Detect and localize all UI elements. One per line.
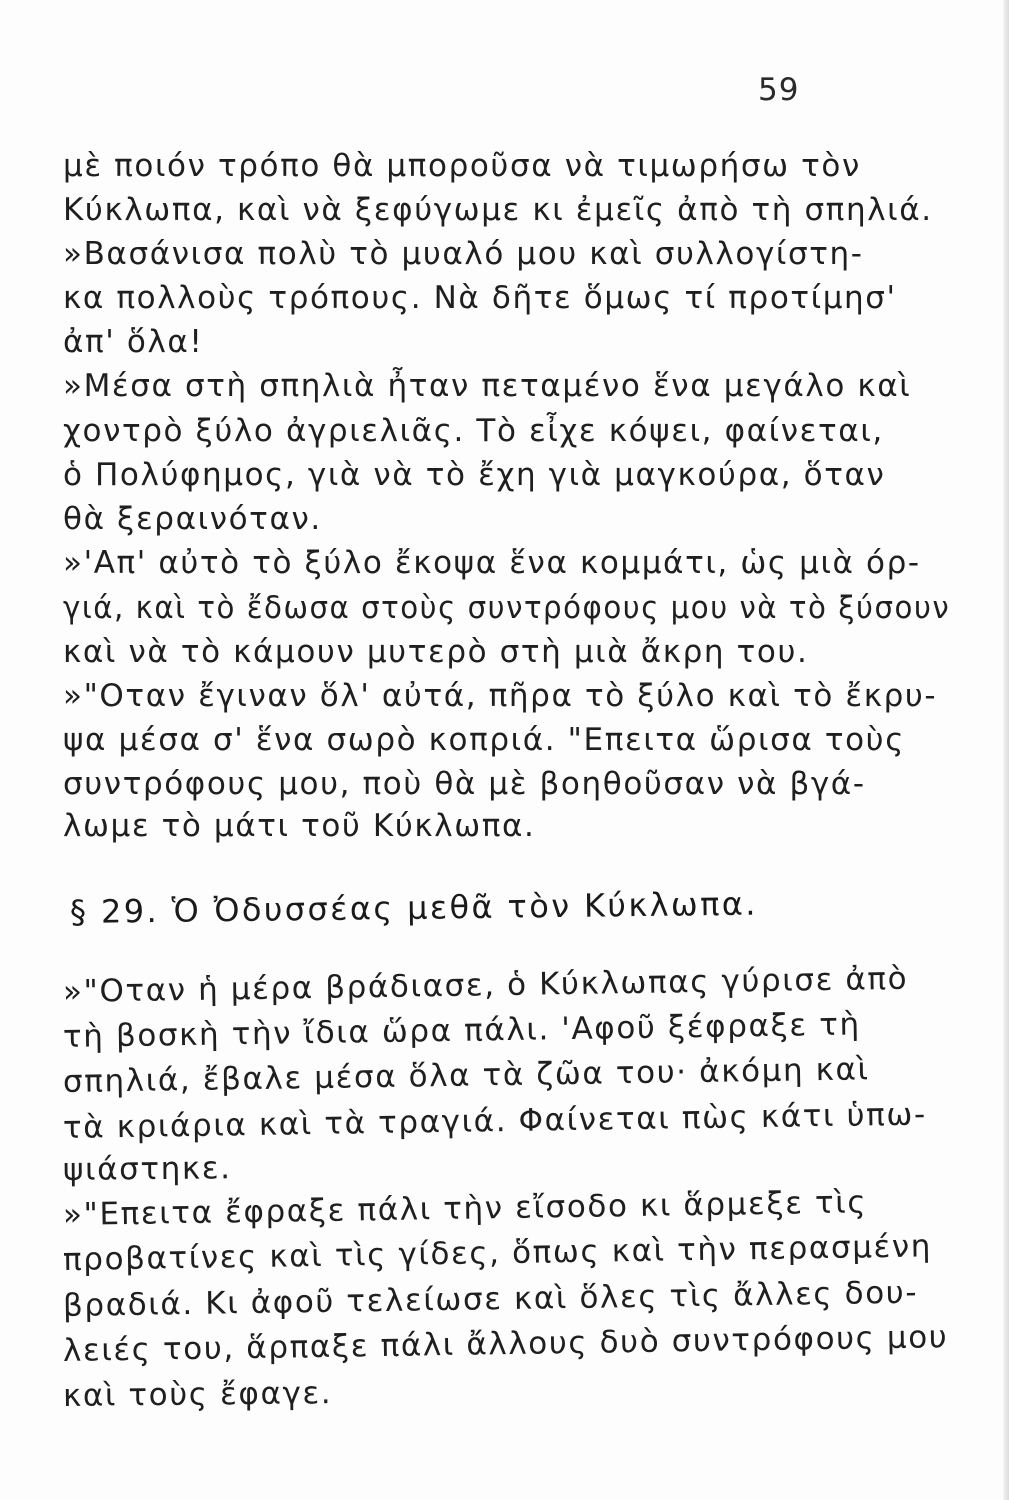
- text-line: κα πολλοὺς τρόπους. Νὰ δῆτε ὅμως τί προτίμησ': [63, 280, 897, 316]
- text-line: »'Απ' αὐτὸ τὸ ξύλο ἔκοψα ἕνα κομμάτι, ὡς μιὰ όρ-: [63, 545, 921, 581]
- text-line: τὴ βοσκὴ τὴν ἴδια ὥρα πάλι. 'Αφοῦ ξέφραξε τὴ: [62, 1006, 861, 1055]
- text-line: βραδιά. Κι ἀφοῦ τελείωσε καὶ ὅλες τὶς ἄλλες δου-: [62, 1274, 919, 1324]
- text-line: ἀπ' ὅλα!: [63, 324, 204, 360]
- section-heading: § 29. Ὁ Ὀδυσσέας μεθᾶ τὸν Κύκλωπα.: [69, 884, 759, 931]
- text-line: »"Οταν ἡ μέρα βράδιασε, ὁ Κύκλωπας γύρισε ἀπὸ: [62, 960, 909, 1010]
- text-line: Κύκλωπα, καὶ νὰ ξεφύγωμε κι ἐμεῖς ἀπὸ τὴ σπηλιά.: [63, 192, 933, 228]
- text-line: μὲ ποιόν τρόπο θὰ μποροῦσα νὰ τιμωρήσω τὸν: [63, 148, 861, 184]
- text-line: προβατίνες καὶ τὶς γίδες, ὅπως καὶ τὴν περασμένη: [62, 1228, 933, 1278]
- text-line: σπηλιά, ἔβαλε μέσα ὅλα τὰ ζῶα του· ἀκόμη καὶ: [62, 1051, 870, 1100]
- page-number: 59: [758, 72, 800, 108]
- text-line: συντρόφους μου, ποὺ θὰ μὲ βοηθοῦσαν νὰ βγά-: [63, 766, 866, 802]
- text-line: καὶ τοὺς ἔφαγε.: [62, 1375, 333, 1414]
- text-line: χοντρὸ ξύλο ἀγριελιᾶς. Τὸ εἶχε κόψει, φαίνεται,: [63, 413, 884, 449]
- text-line: ὁ Πολύφημος, γιὰ νὰ τὸ ἔχη γιὰ μαγκούρα, ὅταν: [63, 457, 886, 493]
- text-line: λωμε τὸ μάτι τοῦ Κύκλωπα.: [63, 808, 536, 844]
- text-line: ψα μέσα σ' ἕνα σωρὸ κοπριά. "Επειτα ὥρισα τοὺς: [63, 722, 905, 758]
- text-line: καὶ νὰ τὸ κάμουν μυτερὸ στὴ μιὰ ἄκρη του.: [63, 634, 809, 670]
- text-line: »"Οταν ἔγιναν ὅλ' αὐτά, πῆρα τὸ ξύλο καὶ τὸ ἔκρυ-: [63, 678, 938, 714]
- scan-edge: [1003, 0, 1009, 1500]
- text-line: λειές του, ἅρπαξε πάλι ἄλλους δυὸ συντρόφους μου: [62, 1319, 949, 1369]
- text-line: τὰ κριάρια καὶ τὰ τραγιά. Φαίνεται πὼς κάτι ὑπω-: [62, 1096, 927, 1146]
- text-line: »"Επειτα ἔφραξε πάλι τὴν εἴσοδο κι ἅρμεξε τὶς: [62, 1184, 868, 1233]
- text-line: θὰ ξεραινόταν.: [63, 501, 322, 537]
- text-line: »Βασάνισα πολὺ τὸ μυαλό μου καὶ συλλογίστη-: [63, 236, 864, 272]
- text-line: γιά, καὶ τὸ ἔδωσα στοὺς συντρόφους μου νὰ τὸ ξύσουν: [63, 590, 951, 626]
- text-line: ψιάστηκε.: [62, 1150, 232, 1188]
- text-line: »Μέσα στὴ σπηλιὰ ἦταν πεταμένο ἕνα μεγάλο καὶ: [63, 368, 912, 404]
